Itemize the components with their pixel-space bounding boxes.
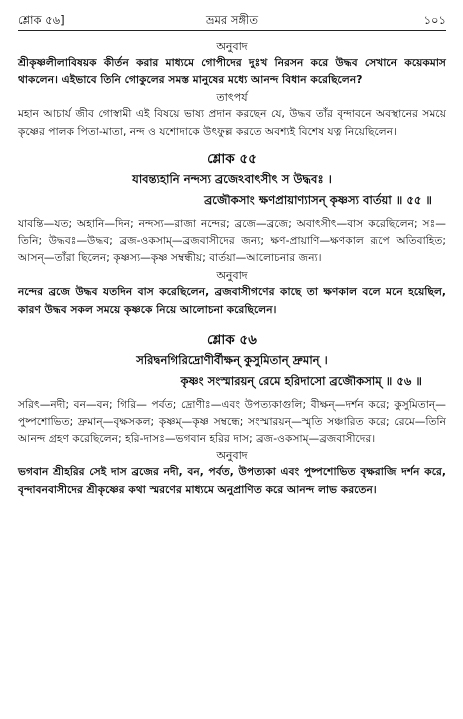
verse-56-line-2: কৃষ্ণং সংস্মারয়ন্ রেমে হরিদাসো ব্রজৌকসাম্ ॥ ৫৬ ॥ <box>180 373 422 388</box>
translation-label-54: অনুবাদ <box>216 40 248 53</box>
verse-56-synonyms: সরিৎ—নদী; বন—বন; গিরি— পর্বত; দ্রোণীঃ—এবং উপত্যকাগুলি; বীক্ষন্—দর্শন করে; কুসুমিতান্—পুষ্পশোভিত; দ্রুমান্—বৃক্ষসকল; কৃষ্ণম্—কৃষ্ণ সম্বন্ধে; সংস্মারয়ন্—স্মৃতি সঞ্চারিত করে; রেমে—তিনি আনন্দ গ্রহণ করেছিলেন; হরি-দাসঃ—ভগবান হরির দাস; ব্রজ-ওকসাম্—ব্রজবাসীদের। <box>18 397 446 446</box>
verse-55-synonyms: যাবন্তি—যত; অহানি—দিন; নন্দস্য—রাজা নন্দের; ব্রজে—ব্রজে; অবাৎসীৎ—বাস করেছিলেন; সঃ—তিনি; উদ্ধবঃ—উদ্ধব; ব্রজ-ওকসাম্—ব্রজবাসীদের জন্য; ক্ষণ-প্রায়াণি—ক্ষণকাল রূপে অতিবাহিত; আসন্—তাঁরা ছিলেন; কৃষ্ণস্য—কৃষ্ণ সম্বন্ধীয়; বার্তয়া—আলোচনার জন্য। <box>18 216 446 265</box>
purport-label: তাৎপর্য <box>216 91 248 105</box>
translation-56: ভগবান শ্রীহরির সেই দাস ব্রজের নদী, বন, পর্বত, উপত্যকা এবং পুষ্পশোভিত বৃক্ষরাজি দর্শন করে, বৃন্দাবনবাসীদের শ্রীকৃষ্ণের কথা স্মরণের মাধ্যমে অনুপ্রাণিত করে আনন্দ লাভ করতেন। <box>18 465 446 496</box>
translation-54: শ্রীকৃষ্ণলীলাবিষয়ক কীর্তন করার মাধ্যমে গোপীদের দুঃখ নিরসন করে উদ্ধব সেখানে কয়েকমাস থাকলেন। এইভাবে তিনি গোকুলের সমস্ত মানুষের মধ্যে আনন্দ বিধান করেছিলেন? <box>18 56 446 87</box>
verse-56-title: শ্লোক ৫৬ <box>207 331 257 348</box>
translation-55: নন্দের ব্রজে উদ্ধব যতদিন বাস করেছিলেন, ব্রজবাসীগণের কাছে তা ক্ষণকাল বলে মনে হয়েছিল, কারণ উদ্ধব সকল সময়ে কৃষ্ণকে নিয়ে আলোচনা করেছিলেন। <box>18 285 446 316</box>
header-page-number: ১০১ <box>423 13 446 27</box>
book-page <box>18 12 446 498</box>
header-verse-ref: শ্লোক ৫৬] <box>18 13 65 27</box>
page-header <box>18 12 446 31</box>
translation-label-56: অনুবাদ <box>216 449 248 463</box>
translation-label-55: অনুবাদ <box>216 269 248 283</box>
verse-56-line-1: সরিদ্বনগিরিদ্রোণীর্বীক্ষন্ কুসুমিতান্ দ্রুমান্ । <box>136 352 328 367</box>
purport-text: মহান আচার্য জীব গোস্বামী এই বিষয়ে ভাষ্য প্রদান করছেন যে, উদ্ধব তাঁর বৃন্দাবনে অবস্থানের সময়ে কৃষ্ণের পালক পিতা-মাতা, নন্দ ও যশোদাকে উৎফুল্ল করতে অবশ্যই বিশেষ যত্ন নিয়েছিলেন। <box>18 107 446 138</box>
verse-55-line-1: যাবন্ত্যহানি নন্দস্য ব্রজেঽবাৎসীৎ স উদ্ধবঃ । <box>132 171 332 186</box>
verse-55-line-2: ব্রজৌকসাং ক্ষণপ্রায়াণ্যাসন্ কৃষ্ণস্য বার্তয়া ॥ ৫৫ ॥ <box>204 192 432 207</box>
header-chapter-title: ভ্রমর সঙ্গীত <box>206 13 258 27</box>
verse-55-title: শ্লোক ৫৫ <box>207 150 257 167</box>
